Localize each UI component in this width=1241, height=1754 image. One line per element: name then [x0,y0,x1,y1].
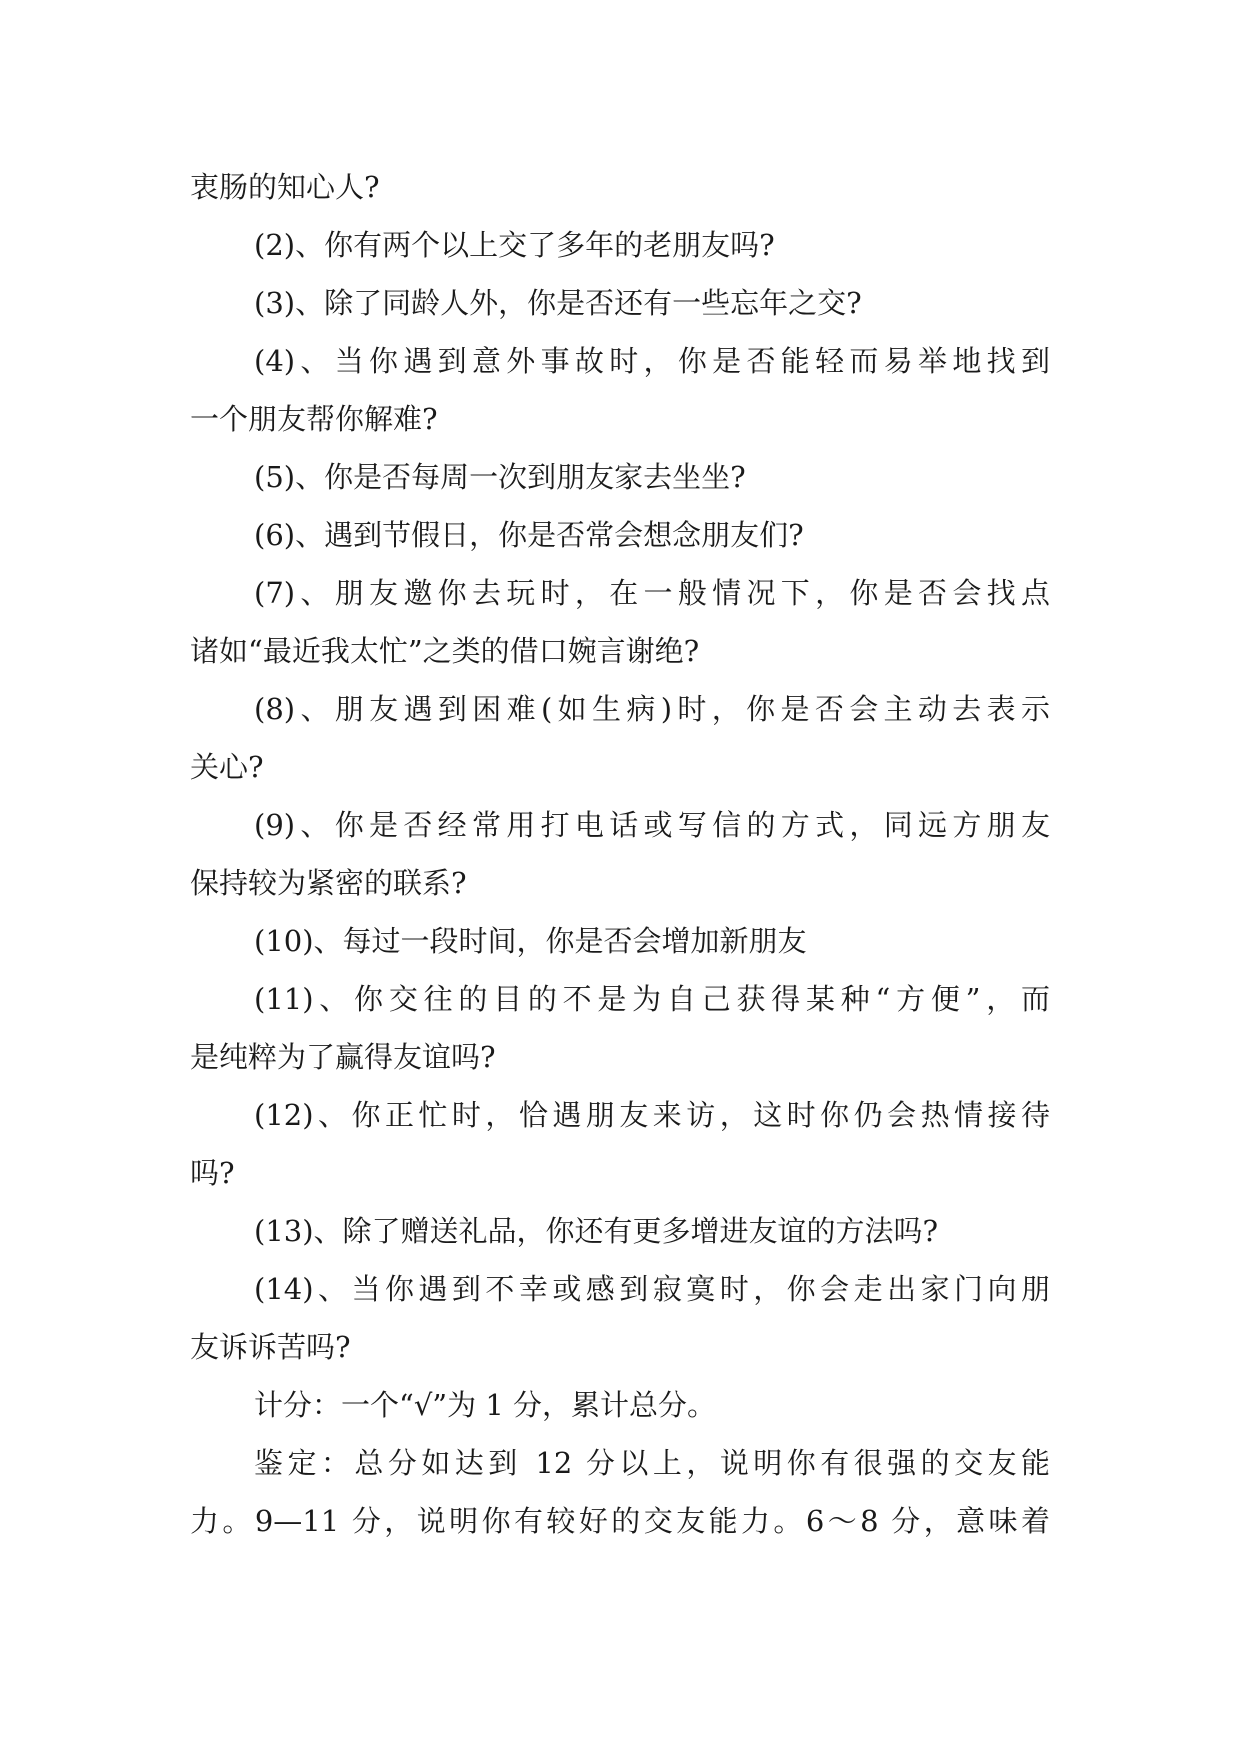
question-7: (7)、朋友邀你去玩时，在一般情况下，你是否会找点 [254,576,1050,610]
question-9-continued: 保持较为紧密的联系? [190,866,467,900]
question-5: (5)、你是否每周一次到朋友家去坐坐? [254,460,746,494]
question-11-continued: 是纯粹为了赢得友谊吗? [190,1040,496,1074]
question-6: (6)、遇到节假日，你是否常会想念朋友们? [254,518,804,552]
question-8-continued: 关心? [190,750,264,784]
question-2: (2)、你有两个以上交了多年的老朋友吗? [254,228,775,262]
assessment: 鉴定：总分如达到 12 分以上，说明你有很强的交友能 [254,1446,1050,1480]
question-14: (14)、当你遇到不幸或感到寂寞时，你会走出家门向朋 [254,1272,1050,1306]
assessment-continued: 力。9—11 分，说明你有较好的交友能力。6～8 分，意味着 [190,1504,1050,1538]
question-4: (4)、当你遇到意外事故时，你是否能轻而易举地找到 [254,344,1050,378]
question-7-continued: 诸如“最近我太忙”之类的借口婉言谢绝? [190,634,700,668]
question-13: (13)、除了赠送礼品，你还有更多增进友谊的方法吗? [254,1214,939,1248]
question-12-continued: 吗? [190,1156,235,1190]
question-10: (10)、每过一段时间，你是否会增加新朋友 [254,924,807,958]
questionnaire-text [190,158,1050,1550]
question-11: (11)、你交往的目的不是为自己获得某种“方便”，而 [254,982,1050,1016]
question-4-continued: 一个朋友帮你解难? [190,402,438,436]
question-12: (12)、你正忙时，恰遇朋友来访，这时你仍会热情接待 [254,1098,1050,1132]
question-9: (9)、你是否经常用打电话或写信的方式，同远方朋友 [254,808,1050,842]
question-14-continued: 友诉诉苦吗? [190,1330,351,1364]
text-line: 衷肠的知心人? [190,170,380,204]
question-8: (8)、朋友遇到困难(如生病)时，你是否会主动去表示 [254,692,1050,726]
scoring-rule: 计分：一个“√”为 1 分，累计总分。 [254,1388,717,1422]
question-3: (3)、除了同龄人外，你是否还有一些忘年之交? [254,286,862,320]
